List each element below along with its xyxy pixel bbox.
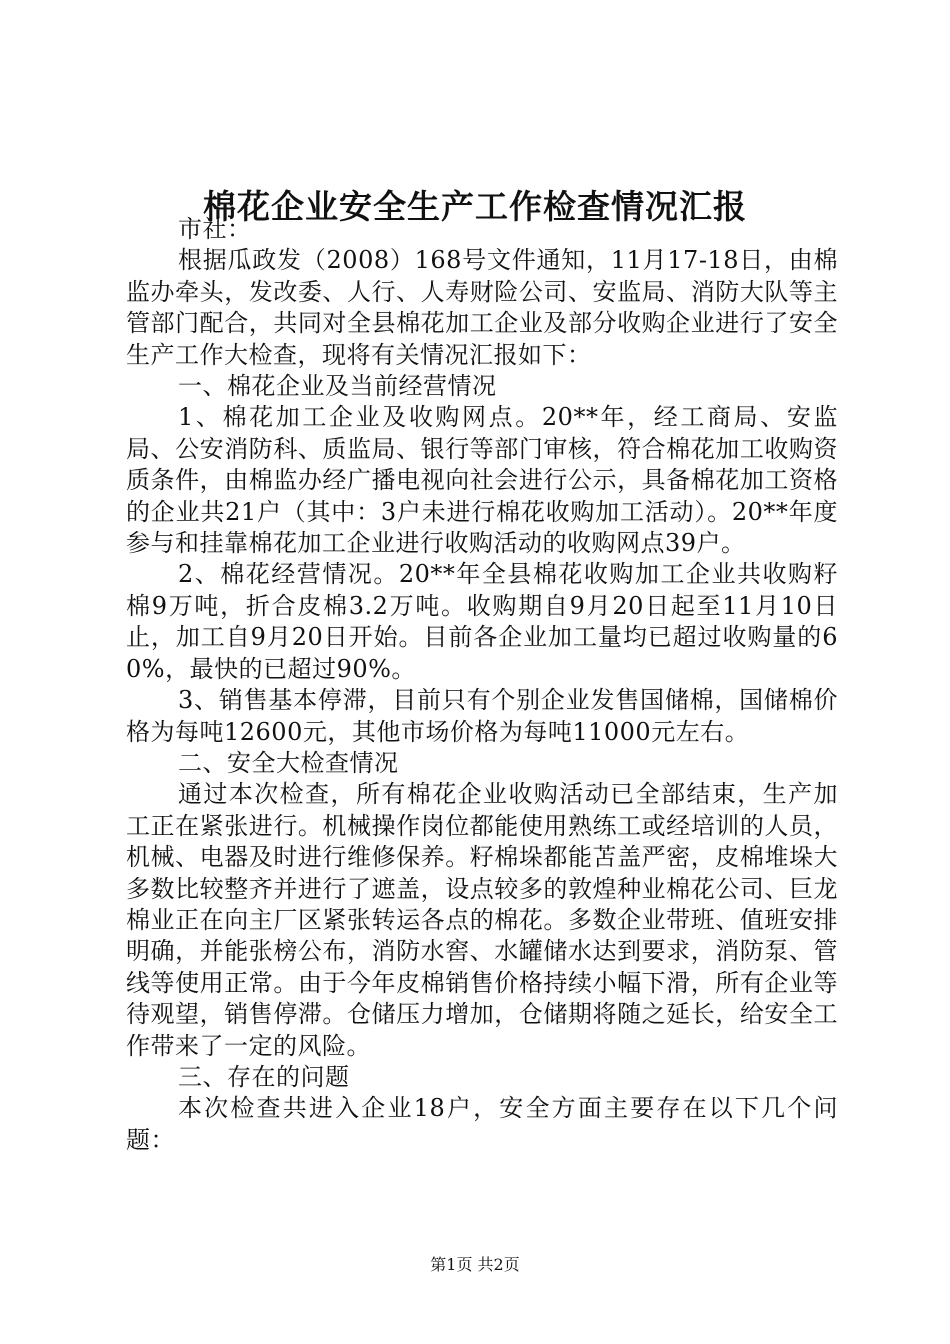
paragraph-sales: 3、销售基本停滞，目前只有个别企业发售国储棉，国储棉价格为每吨12600元，其他市场价格为每吨11000元左右。 [126, 686, 838, 746]
section-heading-1: 一、棉花企业及当前经营情况 [178, 372, 497, 401]
paragraph-processing-enterprises: 1、棉花加工企业及收购网点。20**年，经工商局、安监局、公安消防科、质监局、银行等部门审核，符合棉花加工收购资质条件，由棉监办经广播电视向社会进行公示，具备棉花加工资格的企业共21户（其中：3户未进行棉花收购加工活动）。20**年度参与和挂靠棉花加工企业进行收购活动的收购网点39户。 [126, 403, 838, 558]
section-heading-2: 二、安全大检查情况 [178, 748, 399, 777]
page-footer: 第1页 共2页 [430, 1255, 520, 1274]
document-title: 棉花企业安全生产工作检查情况汇报 [203, 187, 747, 226]
paragraph-operations: 2、棉花经营情况。20**年全县棉花收购加工企业共收购籽棉9万吨，折合皮棉3.2万吨。收购期自9月20日起至11月10日止，加工自9月20日开始。目前各企业加工量均已超过收购量的60%，最快的已超过90%。 [126, 560, 838, 683]
paragraph-problems: 本次检查共进入企业18户，安全方面主要存在以下几个问题： [126, 1094, 838, 1154]
document-body [126, 214, 838, 1156]
salutation: 市社： [178, 215, 252, 243]
section-heading-3: 三、存在的问题 [178, 1062, 350, 1091]
paragraph-intro: 根据瓜政发（2008）168号文件通知，11月17-18日，由棉监办牵头，发改委、人行、人寿财险公司、安监局、消防大队等主管部门配合，共同对全县棉花加工企业及部分收购企业进行了安全生产工作大检查，现将有关情况汇报如下： [126, 246, 838, 369]
paragraph-inspection: 通过本次检查，所有棉花企业收购活动已全部结束，生产加工正在紧张进行。机械操作岗位都能使用熟练工或经培训的人员，机械、电器及时进行维修保养。籽棉垛都能苫盖严密，皮棉堆垛大多数比较整齐并进行了遮盖，设点较多的敦煌种业棉花公司、巨龙棉业正在向主厂区紧张转运各点的棉花。多数企业带班、值班安排明确，并能张榜公布，消防水窖、水罐储水达到要求，消防泵、管线等使用正常。由于今年皮棉销售价格持续小幅下滑，所有企业等待观望，销售停滞。仓储压力增加，仓储期将随之延长，给安全工作带来了一定的风险。 [126, 780, 838, 1060]
